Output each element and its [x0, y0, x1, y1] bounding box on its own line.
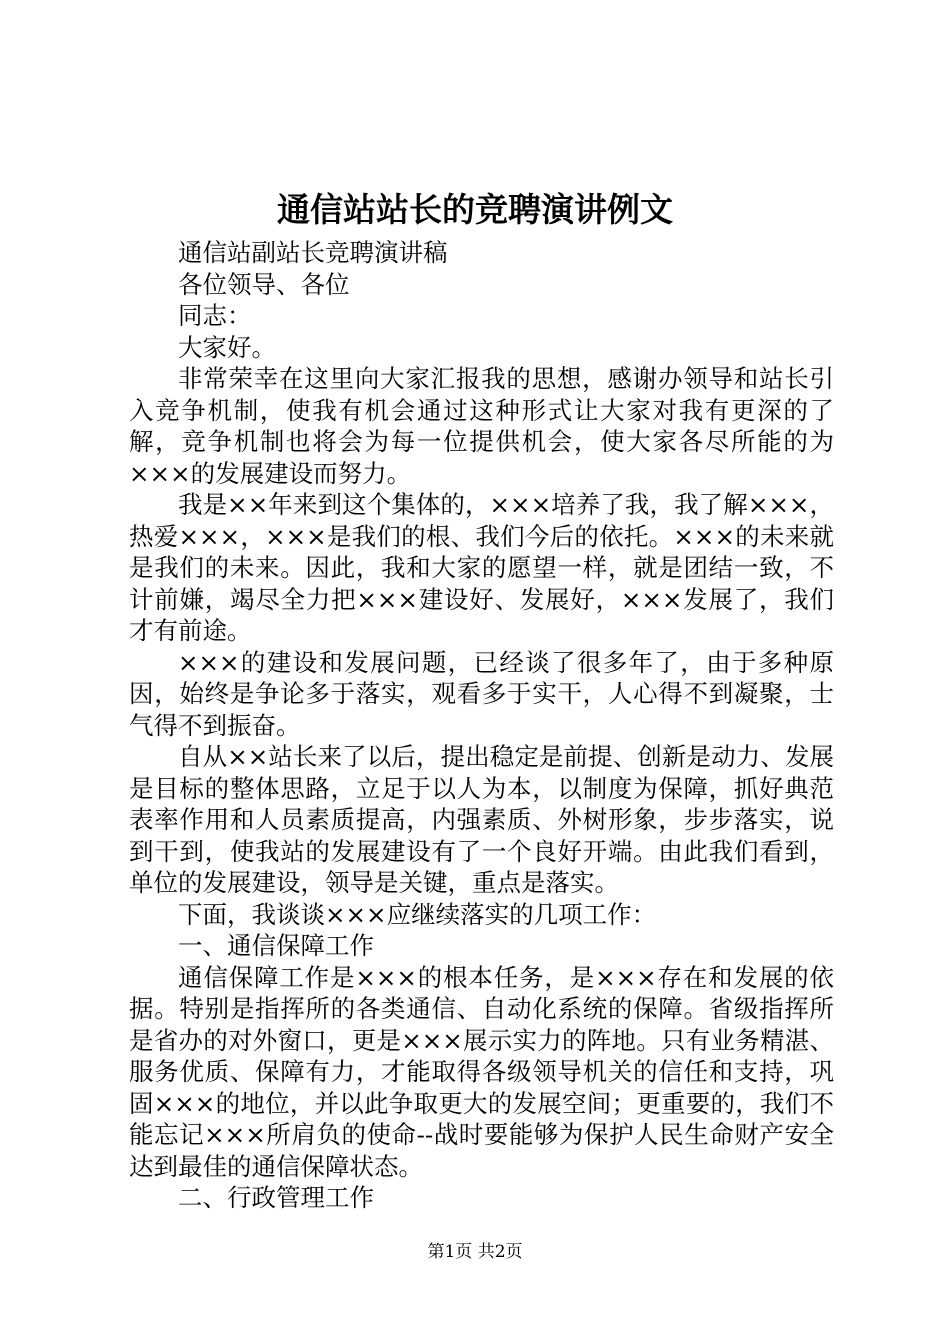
- paragraph: 我是××年来到这个集体的，×××培养了我，我了解×××，热爱×××，×××是我们的根、我们今后的依托。×××的未来就是我们的未来。因此，我和大家的愿望一样，就是团结一致，不计前嫌，竭尽全力把×××建设好、发展好，×××发展了，我们才有前途。: [129, 490, 834, 645]
- paragraph-greeting: 大家好。: [178, 332, 276, 362]
- paragraph: 自从××站长来了以后，提出稳定是前提、创新是动力、发展是目标的整体思路，立足于以人为本，以制度为保障，抓好典范表率作用和人员素质提高，内强素质、外树形象，步步落实，说到干到，使我站的发展建设有了一个良好开端。由此我们看到，单位的发展建设，领导是关键，重点是落实。: [129, 742, 834, 897]
- paragraph: 非常荣幸在这里向大家汇报我的思想，感谢办领导和站长引入竞争机制，使我有机会通过这种形式让大家对我有更深的了解，竞争机制也将会为每一位提供机会，使大家各尽所能的为×××的发展建设而努力。: [129, 364, 834, 488]
- document-body: [129, 237, 834, 1214]
- page-number-footer: 第1页 共2页: [427, 1242, 523, 1262]
- document-title: 通信站站长的竞聘演讲例文: [277, 190, 673, 229]
- paragraph: 通信保障工作是×××的根本任务，是×××存在和发展的依据。特别是指挥所的各类通信、自动化系统的保障。省级指挥所是省办的对外窗口，更是×××展示实力的阵地。只有业务精湛、服务优质、保障有力，才能取得各级领导机关的信任和支持，巩固×××的地位，并以此争取更大的发展空间；更重要的，我们不能忘记×××所肩负的使命--战时要能够为保护人民生命财产安全达到最佳的通信保障状态。: [129, 962, 834, 1181]
- paragraph: 下面，我谈谈×××应继续落实的几项工作：: [178, 899, 657, 929]
- paragraph-salutation-cont: 同志：: [178, 301, 252, 330]
- section-heading: 一、通信保障工作: [178, 931, 374, 960]
- paragraph-heading: 通信站副站长竞聘演讲稿: [178, 238, 448, 267]
- paragraph: ×××的建设和发展问题，已经谈了很多年了，由于多种原因，始终是争论多于落实，观看多于实干，人心得不到凝聚，士气得不到振奋。: [129, 647, 834, 740]
- section-heading: 二、行政管理工作: [178, 1183, 374, 1212]
- paragraph-salutation: 各位领导、各位: [178, 269, 350, 299]
